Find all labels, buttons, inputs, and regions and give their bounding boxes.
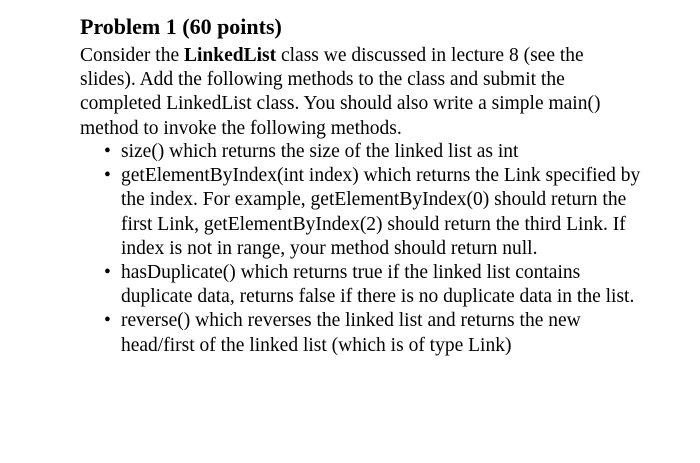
method-text: getElementByIndex(int index) which returns the Link specified by the index. For example, getElementByIndex(0) should return the first Link, getElementByIndex(2) should return the third Link. If index is not in range, your method should return null. — [121, 165, 641, 259]
list-item-reverse — [104, 309, 644, 357]
list-item-get-element-by-index — [104, 164, 644, 261]
method-text: size() which returns the size of the linked list as int — [121, 141, 519, 162]
intro-text-before: Consider the — [80, 45, 184, 66]
bullet-icon: • — [104, 310, 111, 332]
class-name-bold: LinkedList — [183, 45, 277, 66]
list-item-size — [104, 140, 644, 164]
list-item-has-duplicate — [104, 261, 644, 309]
problem-title: Problem 1 (60 points) — [80, 14, 282, 39]
method-list — [104, 140, 644, 358]
method-text: reverse() which reverses the linked list and returns the new head/first of the linked list (which is of type Link) — [121, 310, 581, 356]
bullet-icon: • — [104, 262, 111, 284]
intro-text-after: class we discussed in lecture 8 (see the slides). Add the following methods to the class and submit the completed LinkedList class. You should also write a simple main() method to invoke the following methods. — [80, 45, 601, 139]
method-text: hasDuplicate() which returns true if the linked list contains duplicate data, returns false if there is no duplicate data in the list. — [121, 262, 635, 308]
bullet-icon: • — [104, 141, 111, 162]
problem-description — [80, 44, 640, 141]
bullet-icon: • — [104, 165, 111, 187]
